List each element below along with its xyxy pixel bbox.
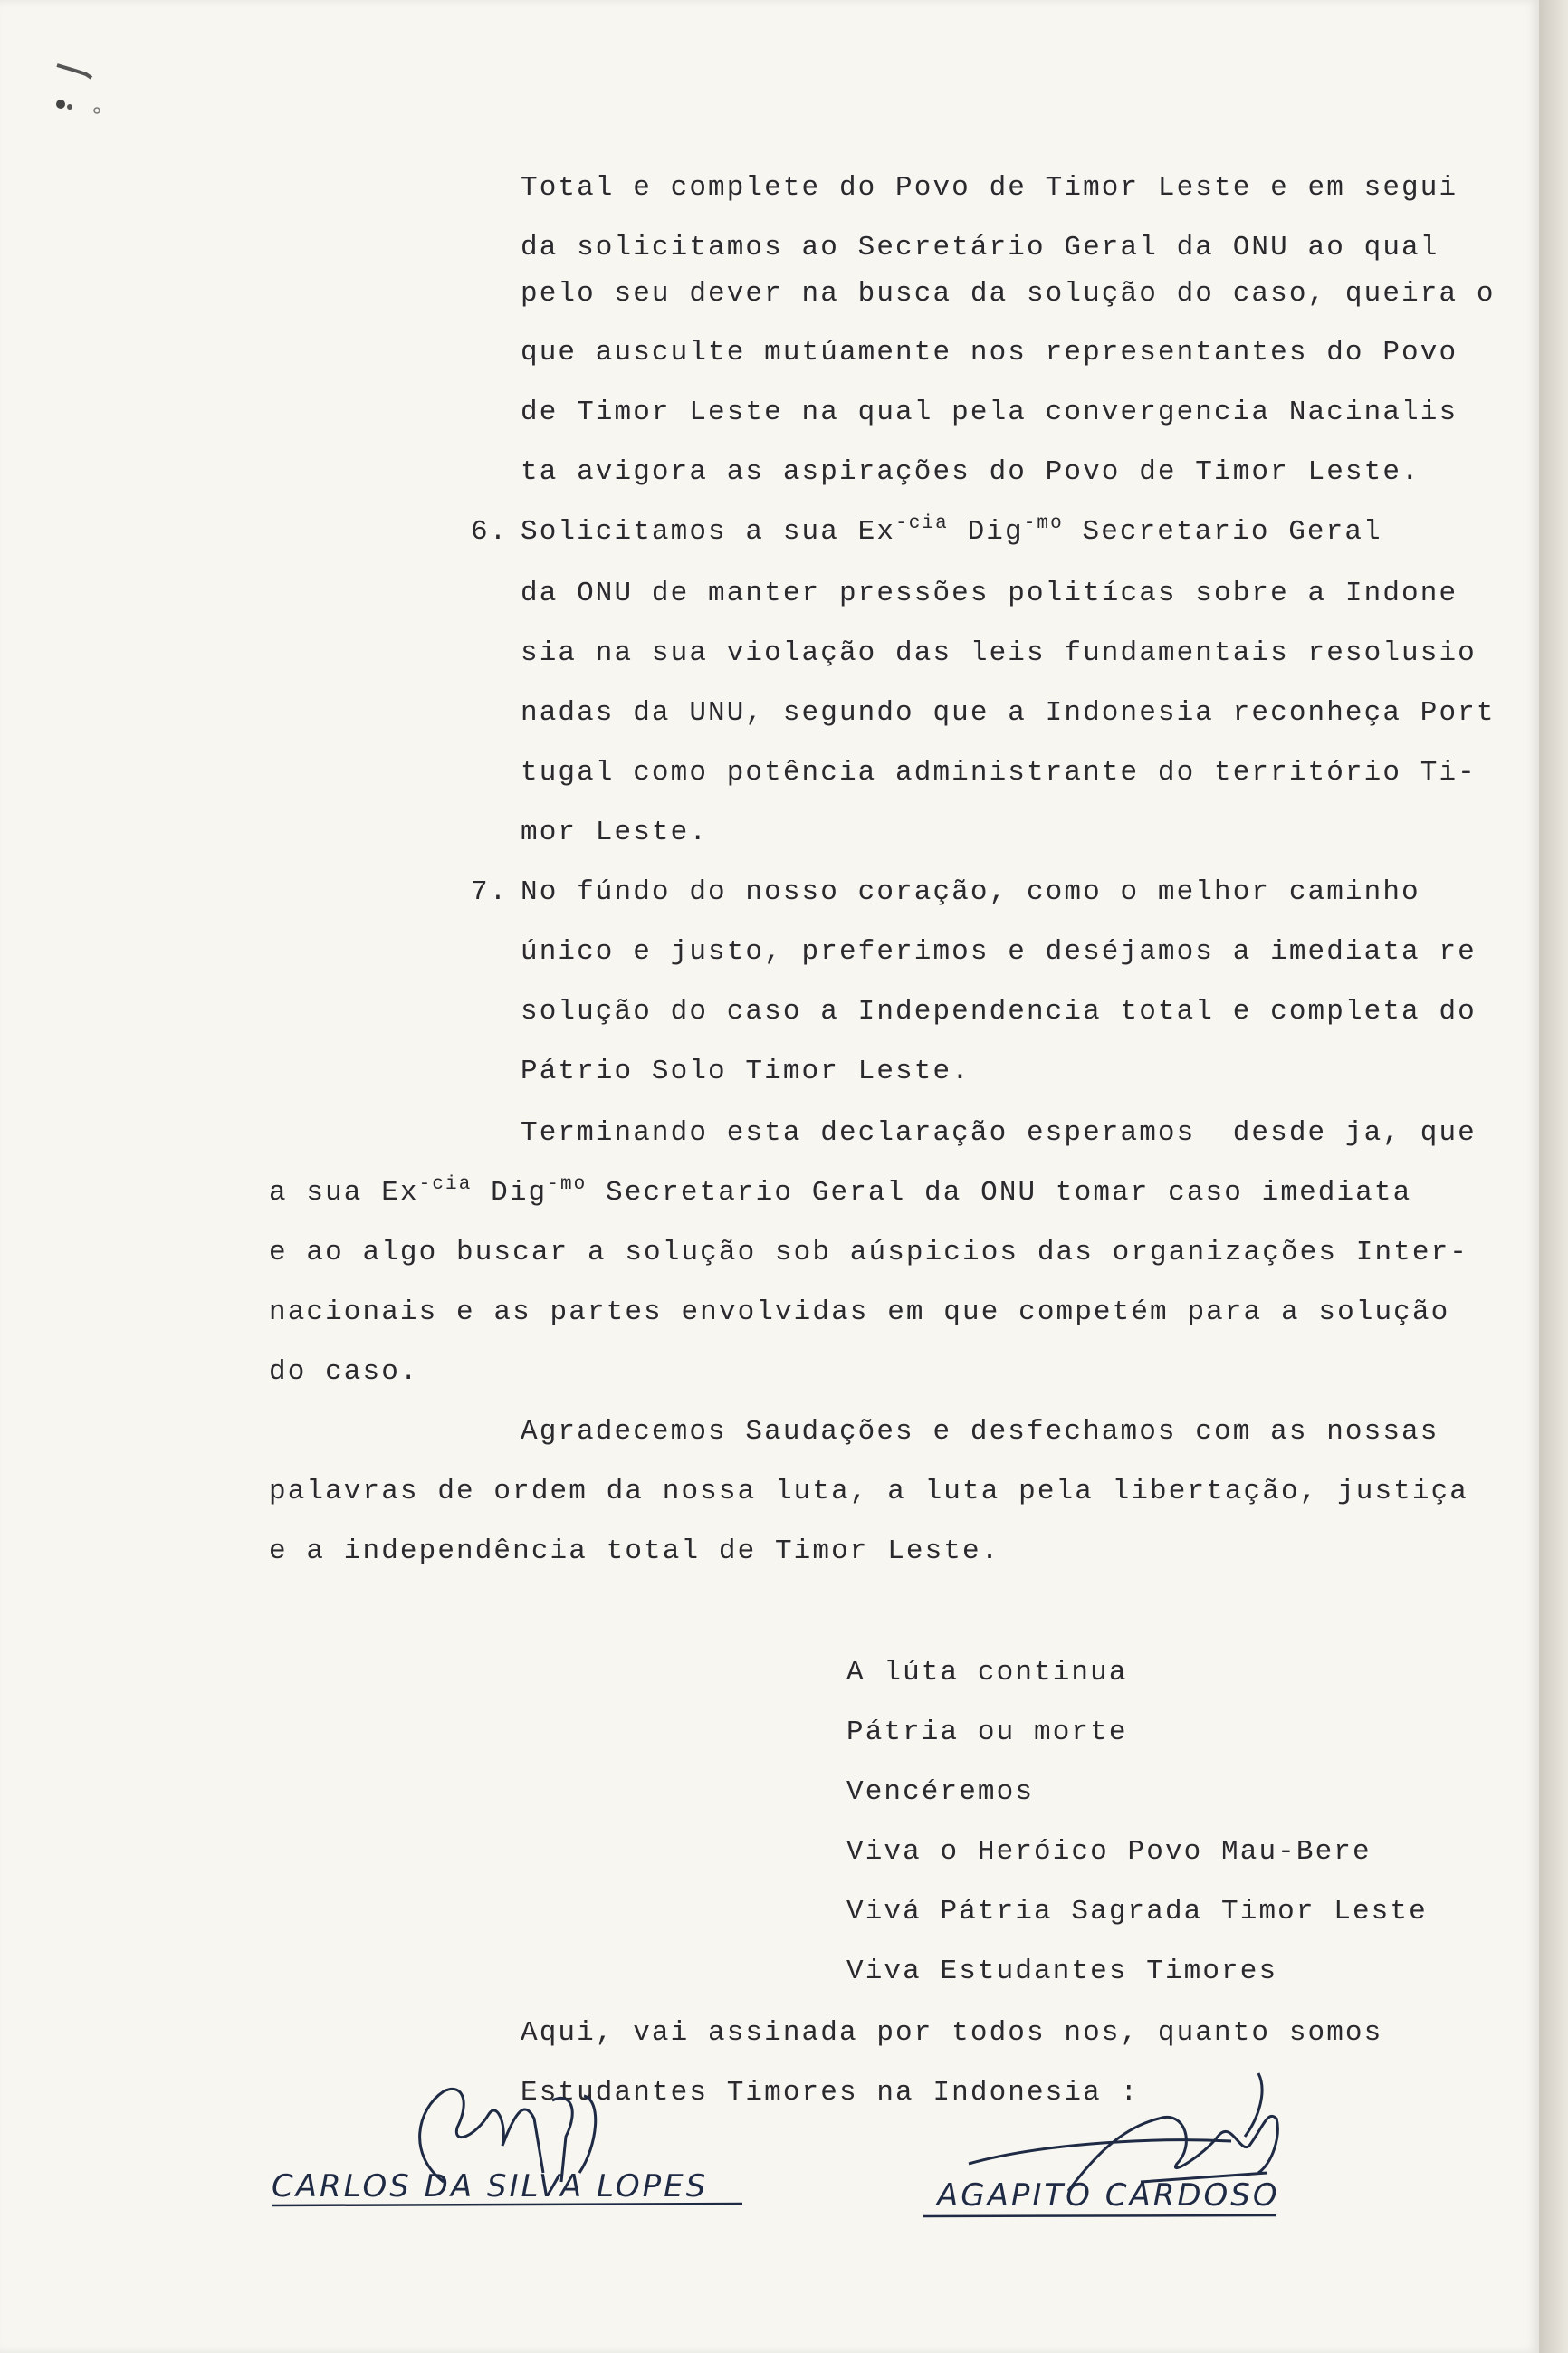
item-6-line-2: da ONU de manter pressões politícas sobre a Indone bbox=[521, 578, 1458, 609]
item-7-line-4: Pátrio Solo Timor Leste. bbox=[521, 1056, 970, 1087]
body-line-4: que ausculte mutúamente nos representantes do Povo bbox=[521, 337, 1458, 368]
body-line-1: Total e complete do Povo de Timor Leste e em segui bbox=[521, 172, 1458, 204]
closing-line-5: do caso. bbox=[269, 1356, 419, 1388]
item-6-line-3: sia na sua violação das leis fundamentais resolusio bbox=[521, 637, 1477, 669]
item-7-number: 7. bbox=[471, 876, 509, 908]
thanks-line-3: e a independência total de Timor Leste. bbox=[269, 1535, 1000, 1567]
signed-line-1: Aqui, vai assinada por todos nos, quanto somos bbox=[521, 2017, 1383, 2049]
item-6-line-6: mor Leste. bbox=[521, 817, 709, 848]
slogan-3: Vencéremos bbox=[846, 1776, 1035, 1808]
slogan-6: Viva Estudantes Timores bbox=[846, 1956, 1278, 1987]
item-7-line-1: No fúndo do nosso coração, como o melhor caminho bbox=[521, 876, 1420, 908]
page-edge bbox=[1539, 0, 1568, 2353]
item-6-line-5: tugal como potência administrante do território Ti- bbox=[521, 757, 1477, 789]
signature-right-underline bbox=[923, 2212, 1276, 2221]
item-6-number: 6. bbox=[471, 516, 509, 548]
closing-line-4: nacionais e as partes envolvidas em que competém para a solução bbox=[269, 1296, 1450, 1328]
slogan-2: Pátria ou morte bbox=[846, 1717, 1128, 1748]
slogan-5: Vivá Pátria Sagrada Timor Leste bbox=[846, 1896, 1428, 1927]
item-7-line-3: solução do caso a Independencia total e completa do bbox=[521, 996, 1477, 1028]
ink-specks bbox=[50, 54, 131, 127]
signed-line-2: Estudantes Timores na Indonesia : bbox=[521, 2077, 1140, 2109]
slogan-1: A lúta continua bbox=[846, 1657, 1128, 1688]
signature-left-name: CARLOS DA SILVA LOPES bbox=[272, 2168, 709, 2205]
slogan-4: Viva o Heróico Povo Mau-Bere bbox=[846, 1836, 1372, 1868]
thanks-line-2: palavras de ordem da nossa luta, a luta pela libertação, justiça bbox=[269, 1476, 1468, 1507]
closing-line-2: a sua $Ex^{-cia}$ Dig$^{-mo}$ Secretario Geral da ONU tomar caso imediata bbox=[269, 1174, 1412, 1209]
item-6-line-4: nadas da UNU, segundo que a Indonesia reconheça Port bbox=[521, 697, 1496, 729]
closing-line-1: Terminando esta declaração esperamos desde ja, que bbox=[521, 1117, 1477, 1149]
thanks-line-1: Agradecemos Saudações e desfechamos com as nossas bbox=[521, 1416, 1439, 1448]
body-line-3: pelo seu dever na busca da solução do caso, queira o bbox=[521, 278, 1496, 310]
body-line-2: da solicitamos ao Secretário Geral da ONU ao qual bbox=[521, 232, 1439, 263]
signature-left-underline bbox=[272, 2200, 742, 2211]
signature-right-name: AGAPITO CARDOSO bbox=[937, 2177, 1280, 2214]
body-line-5: de Timor Leste na qual pela convergencia Nacinalis bbox=[521, 397, 1458, 428]
item-7-line-2: único e justo, preferimos e deséjamos a imediata re bbox=[521, 936, 1477, 968]
closing-line-3: e ao algo buscar a solução sob aúspicios das organizações Inter- bbox=[269, 1237, 1468, 1268]
body-line-6: ta avigora as aspirações do Povo de Timor Leste. bbox=[521, 456, 1420, 488]
item-6-line-1: Solicitamos a sua $Ex^{-cia}$ Dig$^{-mo}$ Secretario Geral bbox=[521, 513, 1382, 548]
